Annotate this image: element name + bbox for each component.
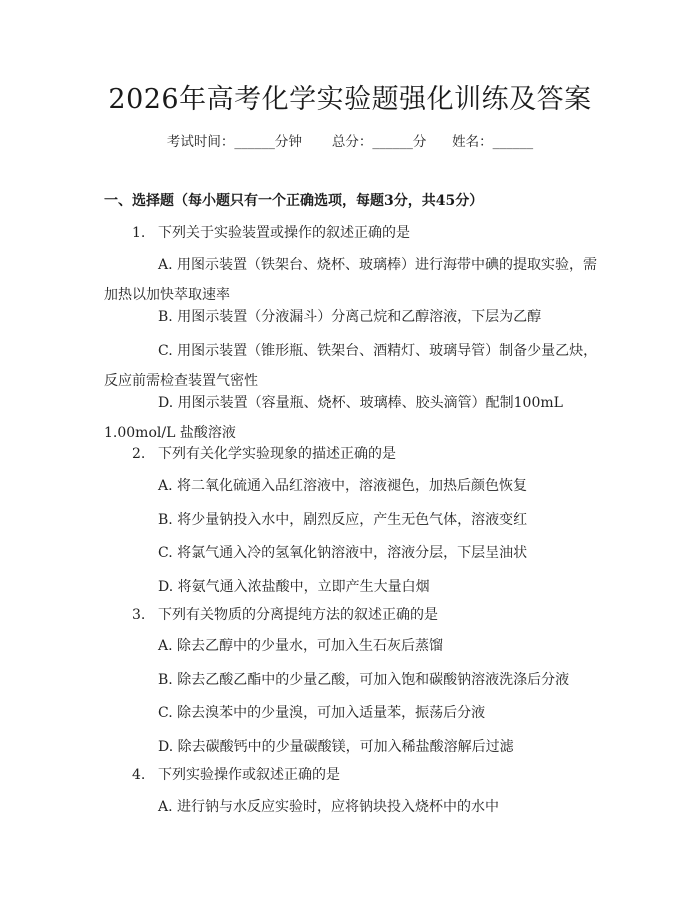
option-text: C. 除去溴苯中的少量溴，可加入适量苯，振荡后分液 xyxy=(158,705,486,721)
question-number: 2. xyxy=(132,446,146,462)
document-title: 2026年高考化学实验题强化训练及答案 xyxy=(108,84,592,115)
question-text: 下列有关化学实验现象的描述正确的是 xyxy=(158,446,396,462)
option-text: D. 将氨气通入浓盐酸中，立即产生大量白烟 xyxy=(158,579,430,595)
question-text: 下列关于实验装置或操作的叙述正确的是 xyxy=(158,225,410,241)
question-3-option-b xyxy=(104,665,604,695)
question-2-stem xyxy=(132,444,396,464)
question-3-option-c xyxy=(104,698,604,728)
time-label: 考试时间： xyxy=(166,134,235,150)
question-4-stem xyxy=(132,765,340,785)
question-number: 1. xyxy=(132,225,146,241)
option-text: B. 除去乙酸乙酯中的少量乙酸，可加入饱和碳酸钠溶液洗涤后分液 xyxy=(158,672,570,688)
option-text: D. 用图示装置（容量瓶、烧杯、玻璃棒、胶头滴管）配制100mL 1.00mol/L 盐酸溶液 xyxy=(104,395,563,441)
name-label: 姓名： xyxy=(452,134,493,150)
question-3-stem xyxy=(132,605,438,625)
question-1-stem xyxy=(132,223,410,243)
section-heading: 一、选择题（每小题只有一个正确选项，每题3分，共45分） xyxy=(104,193,484,209)
option-text: D. 除去碳酸钙中的少量碳酸镁，可加入稀盐酸溶解后过滤 xyxy=(158,739,514,755)
time-blank: ______ xyxy=(234,134,275,150)
question-1-option-d xyxy=(104,388,604,448)
option-text: C. 用图示装置（锥形瓶、铁架台、酒精灯、玻璃导管）制备少量乙炔，反应前需检查装置气密性 xyxy=(104,343,598,389)
question-2-option-b xyxy=(104,505,604,535)
score-unit: 分 xyxy=(412,134,427,150)
question-text: 下列有关物质的分离提纯方法的叙述正确的是 xyxy=(158,607,438,623)
question-1-option-b xyxy=(104,302,604,332)
question-4-option-a xyxy=(104,792,604,822)
time-unit: 分钟 xyxy=(274,134,302,150)
question-3-option-d xyxy=(104,732,604,762)
question-2-option-d xyxy=(104,572,604,602)
score-blank: ______ xyxy=(372,134,413,150)
option-text: B. 用图示装置（分液漏斗）分离己烷和乙醇溶液，下层为乙醇 xyxy=(158,309,542,325)
question-1-option-a xyxy=(104,250,604,310)
name-blank: ______ xyxy=(492,134,534,150)
question-2-option-c xyxy=(104,538,604,568)
option-text: A. 用图示装置（铁架台、烧杯、玻璃棒）进行海带中碘的提取实验，需加热以加快萃取速率 xyxy=(104,257,598,303)
exam-info-line xyxy=(0,132,700,152)
option-text: A. 将二氧化硫通入品红溶液中，溶液褪色，加热后颜色恢复 xyxy=(158,478,528,494)
option-text: B. 将少量钠投入水中，剧烈反应，产生无色气体，溶液变红 xyxy=(158,512,528,528)
question-number: 3. xyxy=(132,607,146,623)
question-text: 下列实验操作或叙述正确的是 xyxy=(158,767,340,783)
option-text: A. 进行钠与水反应实验时，应将钠块投入烧杯中的水中 xyxy=(158,799,500,815)
question-2-option-a xyxy=(104,471,604,501)
question-number: 4. xyxy=(132,767,146,783)
question-1-option-c xyxy=(104,336,604,396)
option-text: C. 将氯气通入冷的氢氧化钠溶液中，溶液分层，下层呈油状 xyxy=(158,545,528,561)
option-text: A. 除去乙醇中的少量水，可加入生石灰后蒸馏 xyxy=(158,638,444,654)
score-label: 总分： xyxy=(331,134,373,150)
question-3-option-a xyxy=(104,631,604,661)
